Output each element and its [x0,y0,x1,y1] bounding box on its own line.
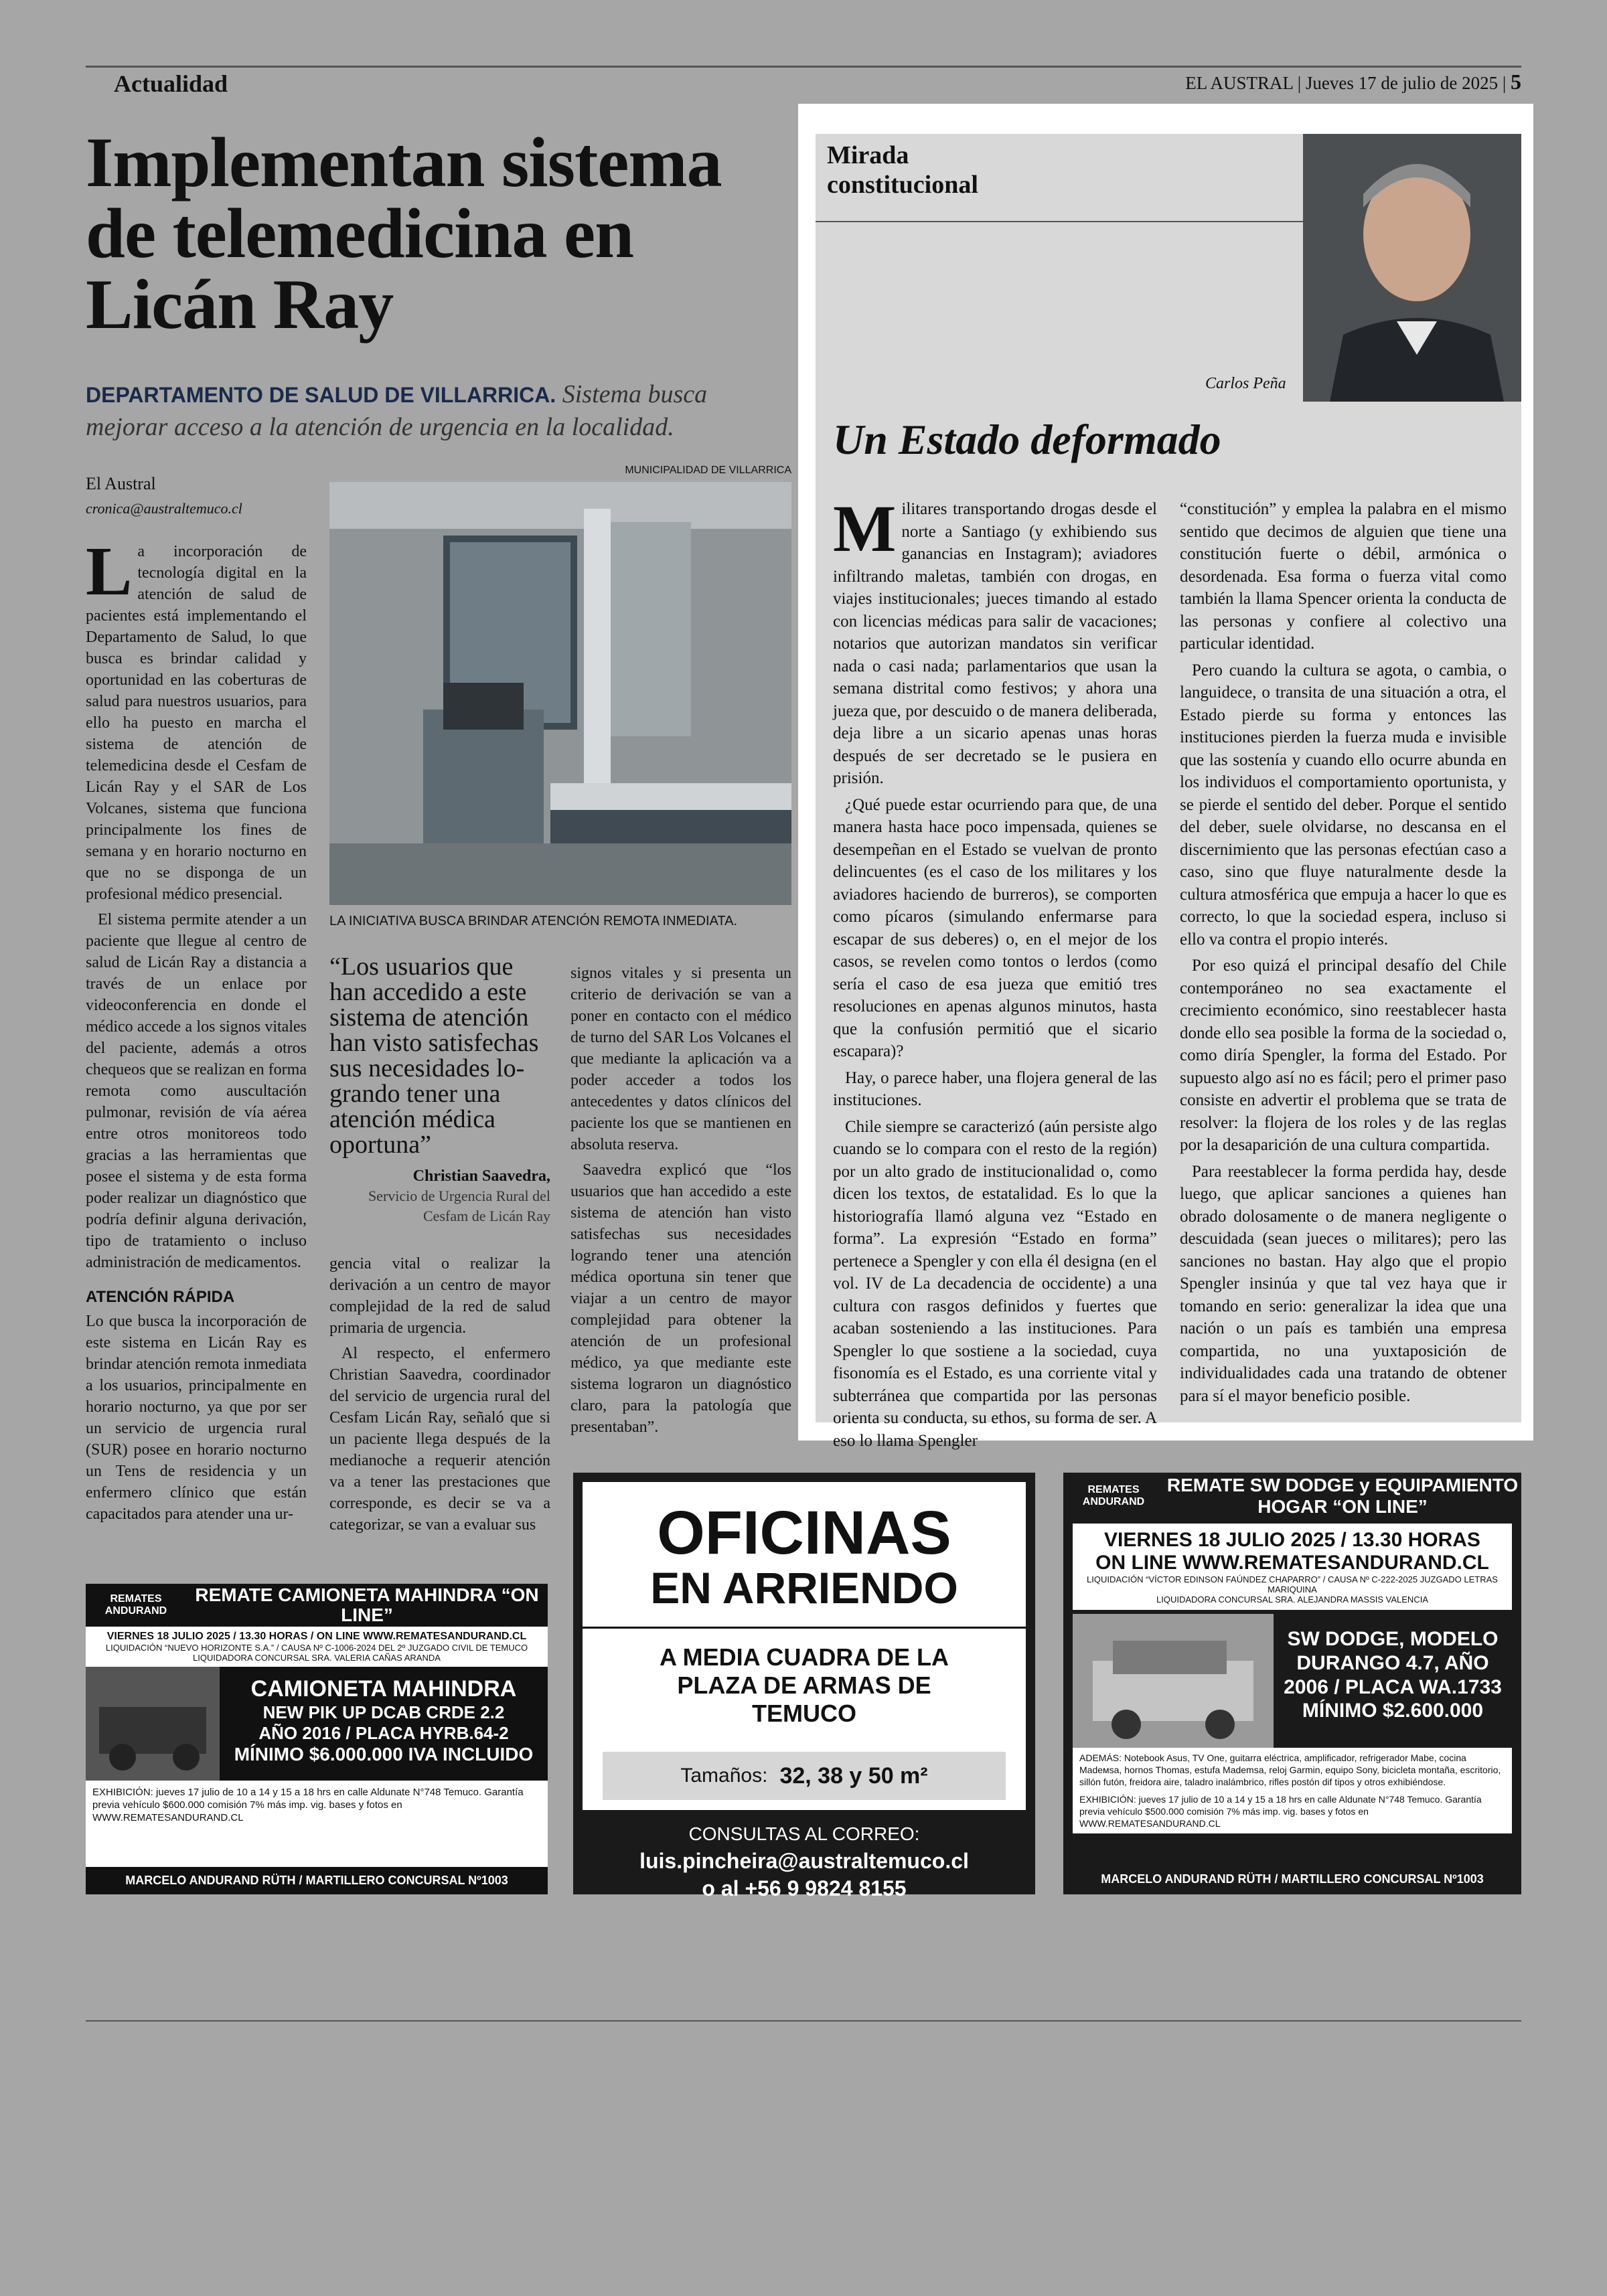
paragraph: Chile siempre se caracterizó (aún persiste algo cuando se lo compara con el resto de la región) por un alto grado de institucionalidad o, como dicen los textos, de estatalidad. Es lo que la historiografía llamó alguna vez “Estado en forma”. La expresión “Estado en forma” pertenece a Spengler y con ella él designa (en el vol. IV de La decadencia de occidente) a una cultura con rasgos definidos y fuertes que acaban sosteniendo a las instituciones. Para Spengler lo que sostiene a la sociedad, cuya fisonomía es el Estado, es una corriente vital y subterránea que compartida por las personas orienta su conducta, su ethos, su forma de ser. A eso lo llama Spengler [833,1117,1157,1450]
subhead: ATENCIÓN RÁPIDA [86,1288,235,1306]
ad-items: ADEMÁS: Notebook Asus, TV One, guitarra eléctrica, amplificador, refrigerador Mabe, cocina Madeмsa, hornos Thomas, estufa Mademsa, reloj Garmin, equipo Sony, bicicleta montaña, escritorio, sillón futón, freidora aire, taladro inalámbrico, rifles postón dif tipos y otros exhibiéndose. [1079,1752,1501,1787]
column-author: Carlos Peña [1205,375,1286,392]
column-title: Un Estado deformado [833,416,1221,463]
column-col-2 [1180,498,1507,1411]
quote-author [329,1166,550,1226]
hospital-room-image [329,482,791,905]
ad-date: VIERNES 18 JULIO 2025 / 13.30 HORAS [1104,1529,1480,1551]
ad-title: REMATE SW DODGE y EQUIPAMIENTO HOGAR “ON LINE” [1166,1475,1519,1517]
issue-date: | Jueves 17 de julio de 2025 | [1297,73,1507,93]
ad-liquidator: LIQUIDADORA CONCURSAL SRA. VALERIA CAÑAS ARANDA [193,1653,441,1663]
ad-minimum: MÍNIMO $6.000.000 IVA INCLUIDO [234,1744,534,1765]
ad-online: ON LINE WWW.REMATESANDURAND.CL [1095,1552,1489,1574]
ad-vehicle: SW DODGE, MODELO DURANGO 4.7, AÑO 2006 / PLACA WA.1733 [1284,1628,1502,1698]
photo-caption: LA INICIATIVA BUSCA BRINDAR ATENCIÓN REMOTA INMEDIATA. [329,914,737,928]
paragraph: Por eso quizá el principal desafío del Chile contemporáneo no sea exactamente el crecimiento económico, sino reestablecer hasta donde ello sea posible la forma de la sociedad o, como diría Spengler, la forma del Estado. Por supuesto algo así no es fácil; pero el primer paso consiste en advertir el problema que se trata de resolver: la flojera de los roles y de las reglas por la desaparición de una cultura compartida. [1180,957,1507,1154]
byline-email: cronica@australtemuco.cl [86,500,242,517]
suv-image [1073,1614,1274,1748]
remates-logo: REMATES ANDURAND [1082,1484,1145,1507]
ad-remate-dodge [1063,1473,1521,1894]
ad-title: REMATE CAMIONETA MAHINDRA “ON LINE” [195,1584,539,1625]
byline-name: El Austral [86,474,156,493]
ad-contact-label: CONSULTAS AL CORREO: [688,1823,920,1844]
article-photo [329,482,791,905]
paragraph: ¿Qué puede estar ocurriendo para que, de una manera hasta hace poco impensada, quienes se desempeñan en el Estado se vuelvan de pronto delincuentes (es el caso de los militares y los aviadores haciendo de burreros), se comporten como pícaros (simulando enfermarse para escapar de sus deberes) o, en el mejor de los casos, se revelen como tontos o lerdos (como sería el caso de esa jueza que emitió tres resoluciones en apenas algunos minutos, hasta que la confusión permitió que el sicario escapara)? [833,795,1157,1060]
article-column-2 [329,1253,550,1540]
sizes-label: Tamaños: [680,1765,768,1787]
paragraph: Lo que busca la incorporación de este sistema en Licán Ray es brindar atención remota inmediata a los usuarios, principalmente en horario nocturno, ya que por ser un servicio de urgencia rural (SUR) posee en horario nocturno un Tens de residencia y un enfermero clínico que están capacitados para atender una ur- [86,1313,307,1523]
paragraph: Pero cuando la cultura se agota, o cambia, o languidece, o transita de una situación a otra, el Estado pierde su forma y entonces las instituciones pierden la fuerza muda e invisible que las sostenía y cuando ello ocurre abunda en los individuos el comportamiento oportunista, y se pierde el sentido del deber. Porque el sentido del deber, suele olvidarse, no descansa en el discernimiento que las personas efectúan caso a caso, sino que fluye naturalmente desde la cultura atmosférica que empuja a hacer lo que es correcto, lo que la sociedad espera, incluso si ello va contra el propio interés. [1180,661,1507,949]
remates-logo: REMATES ANDURAND [104,1593,167,1617]
ad-date: VIERNES 18 JULIO 2025 / 13.30 HORAS / ON LINE WWW.REMATESANDURAND.CL [106,1631,527,1642]
paragraph: “constitución” y emplea la palabra en el mismo sentido que decimos de alguien que tiene una constitución fuerte o débil, armónica o desordenada. Esa forma o fuerza vital como también la llama Spencer orienta la conducta de las personas y confiere al colectivo una particular identidad. [1180,500,1507,653]
lead-kicker: DEPARTAMENTO DE SALUD DE VILLARRICA. [86,383,556,407]
quote-author-name: Christian Saavedra, [412,1167,550,1185]
paragraph: El sistema permite atender a un paciente que llegue al centro de salud de Licán Ray a distancia a través de un enlace por videoconferencia en donde el médico accede a los signos vitales del paciente, además a otros chequeos que se realizan en forma remota como auscultación pulmonar, revisión de vía aérea entre otros monitoreos todo gracias a las herramientas que posee el sistema y de esta forma poder realizar un diagnóstico que podría definir alguna derivación, tipo de tratamiento o incluso administración de medicamentos. [86,911,307,1271]
paragraph: Hay, o parece haber, una flojera general de las instituciones. [833,1068,1157,1109]
paragraph: La incorporación de tecnología digital en la atención de salud de pacientes está implementando el Departamento de Salud, lo que busca es brindar calidad y oportunidad en las coberturas de salud para nuestros usuarios, para ello ha puesto en marcha el sistema de atención de telemedicina desde el Cesfam de Licán Ray y el SAR de Los Volcanes, sistema que funciona principalmente los fines de semana y en horario nocturno en que no se disponga de un profesional médico presencial. [86,533,307,903]
author-photo [1303,134,1521,402]
ad-title-line2: EN ARRIENDO [650,1563,958,1613]
ad-year: AÑO 2016 / PLACA HYRB.64-2 [258,1723,509,1743]
ad-liquidation: LIQUIDACIÓN “VÍCTOR EDINSON FAÚNDEZ CHAPARRO” / CAUSA Nº C-222-2025 JUZGADO LETRAS MARIQUINA [1087,1574,1498,1594]
ad-contact-email[interactable]: luis.pincheira@australtemuco.cl [639,1849,969,1873]
ad-footer: MARCELO ANDURAND RÜTH / MARTILLERO CONCURSAL Nº1003 [1101,1872,1484,1886]
paragraph: Saavedra explicó que “los usuarios que han accedido a este sistema de atención han visto satisfechas sus necesidades logrando tener una atención médica oportuna sin tener que viajar a un centro de mayor complejidad para obtener la atención de un profesional médico, ya que mediante este sistema lograron un diagnóstico claro, para la patología que presentaban”. [570,1161,791,1436]
quote-author-role: Servicio de Urgencia Rural del Cesfam de Licán Ray [368,1187,550,1224]
folio [1185,70,1521,94]
ad-model: NEW PIK UP DCAB CRDE 2.2 [262,1702,505,1722]
article-column-1 [86,533,307,1529]
truck-image [86,1667,220,1781]
ad-vehicle: CAMIONETA MAHINDRA [250,1676,517,1702]
column-kicker: Mirada constitucional [827,141,978,199]
ad-location: A MEDIA CUADRA DE LA PLAZA DE ARMAS DE TEMUCO [660,1643,949,1727]
ad-oficinas-arriendo [573,1473,1035,1900]
article-headline: Implementan sistema de telemedicina en Licán Ray [86,123,722,343]
author-portrait [1303,134,1521,402]
paragraph: Al respecto, el enfermero Christian Saavedra, coordinador del servicio de urgencia rural del Cesfam Licán Ray, señaló que si un paciente llega después de la medianoche a requerir atención va a tener las prestaciones que corresponde, es decir se va a categorizar, se van a evaluar sus [329,1345,550,1534]
ad-liquidation: LIQUIDACIÓN “NUEVO HORIZONTE S.A.” / CAUSA Nº C-1006-2024 DEL 2º JUZGADO CIVIL DE TEMUCO [105,1643,528,1653]
drop-cap: M [833,491,897,566]
paragraph: Para reestablecer la forma perdida hay, desde luego, que aplicar sanciones a quienes han obrado dolosamente o de manera negligente o descuidada (sean jueces o militares); pero las sanciones no bastan. Hay algo que el propio Spengler insinúa y que tal vez haya que ir tomando en serio: generalizar la idea que una nación o un país es también una empresa compartida, no una yuxtaposición de individualidades cada una tratando de obtener para sí el mayor beneficio posible. [1180,1162,1507,1405]
paragraph: gencia vital o realizar la derivación a un centro de mayor complejidad de la red de salud primaria de urgencia. [329,1255,550,1337]
ad-remate-mahindra [86,1584,548,1894]
page-number: 5 [1511,70,1521,94]
lead-text: Sistema busca mejorar acceso a la atención de urgencia en la localidad. [86,380,708,441]
ad-liquidator: LIQUIDADORA CONCURSAL SRA. ALEJANDRA MASSIS VALENCIA [1156,1594,1428,1605]
bottom-rule [86,2020,1521,2022]
ad-exhibition: EXHIBICIÓN: jueves 17 julio de 10 a 14 y 15 a 18 hrs en calle Aldunate N°748 Temuco. Garantía previa vehículo $500.000 comisión 7% más imp. vig. bases y fotos en WWW.REMATESANDURAND.CL [1079,1794,1482,1829]
ad-exhibition: EXHIBICIÓN: jueves 17 julio de 10 a 14 y 15 a 18 hrs en calle Aldunate N°748 Temuco. Garantía previa vehículo $600.000 comisión 7% más imp. vig. bases y fotos en WWW.REMATESANDURAND.CL [92,1787,524,1823]
paper-name: EL AUSTRAL [1185,73,1293,93]
ad-footer: MARCELO ANDURAND RÜTH / MARTILLERO CONCURSAL Nº1003 [86,1867,548,1894]
section-label: Actualidad [114,70,228,97]
pull-quote: “Los usuarios que han accedido a este sistema de atención han visto satisfechas sus necesidades lo- grando tener una atención médica oportuna” [329,953,539,1159]
drop-cap: L [86,533,133,610]
byline [86,472,242,521]
ad-title-line1: OFICINAS [657,1499,951,1567]
top-rule [86,66,1521,68]
article-column-3 [570,963,791,1442]
article-lead [86,378,795,443]
ad-contact-phone[interactable]: o al +56 9 9824 8155 [702,1876,907,1900]
photo-credit: MUNICIPALIDAD DE VILLARRICA [625,465,791,476]
paragraph: Militares transportando drogas desde el norte a Santiago (y exhibiendo sus ganancias en Instagram); aviadores infiltrando maletas, también con drogas, en viajes institucionales; jueces timando al estado con licencias médicas para salir de vacaciones; notarios que autorizan mandatos sin verificar nada o casi nada; parlamentarios que usan la semana distrital como festivos; y ahora una jueza que, por descuido o de manera deliberada, deja libre a un sicario apenas unas horas después de ser decretado se le pusiera en prisión. [833,491,1157,787]
ad-minimum: MÍNIMO $2.600.000 [1302,1700,1484,1722]
paragraph: signos vitales y si presenta un criterio de derivación se van a poner en contacto con el médico de turno del SAR Los Volcanes el que mediante la aplicación va a poder acceder a todos los antecedentes y datos clínicos del paciente los que se mantienen en absoluta reserva. [570,965,791,1153]
kicker-divider [816,221,1303,222]
sizes-value: 32, 38 y 50 m² [779,1762,928,1789]
column-col-1 [833,491,1157,1456]
